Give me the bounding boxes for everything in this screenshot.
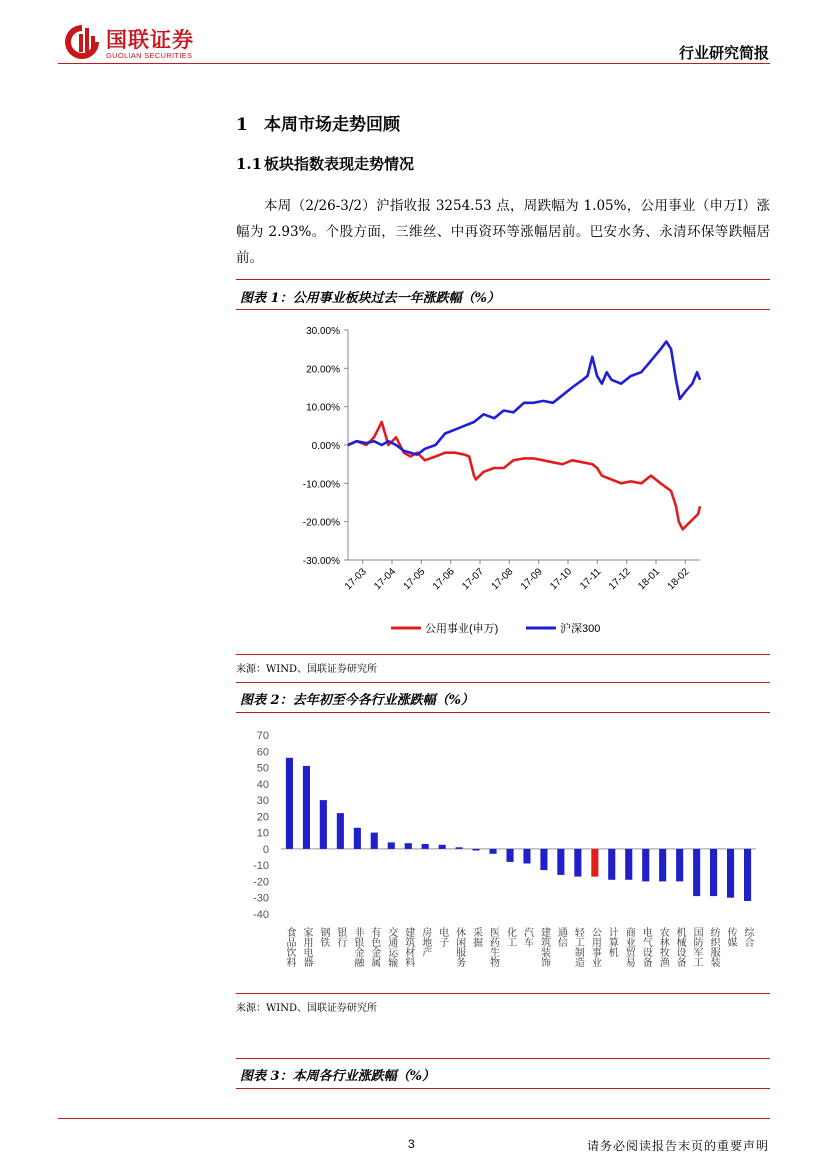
category-label: 医药生物 (487, 927, 499, 967)
bar (388, 842, 395, 849)
x-tick-label: 17-04 (372, 566, 399, 593)
bar (286, 758, 293, 849)
y-tick-label: 20 (256, 811, 269, 824)
category-label: 有色金属 (368, 927, 380, 967)
bar (659, 849, 666, 882)
y-tick-label: 30 (256, 795, 269, 808)
figure1-source: 来源：WIND、国联证券研究所 (236, 664, 377, 675)
section-number: 1 (236, 115, 248, 135)
category-label: 钢铁 (317, 927, 329, 947)
x-tick-label: 17-09 (518, 566, 545, 593)
chart-legend (391, 621, 600, 635)
y-tick-label: -30.00% (302, 556, 340, 567)
y-tick-label: -10.00% (302, 479, 340, 491)
x-tick-label: 17-11 (578, 566, 604, 592)
market-review-paragraph: 本周（2/26-3/2）沪指收报 3254.53 点，周跌幅为 1.05%，公用事业（申万Ⅰ）涨幅为 2.93%。个股方面，三维丝、中再资环等涨幅居前。巴安水务、永清环保等跌幅居前。 (236, 198, 770, 266)
figure2-top-rule (236, 682, 770, 683)
bar (320, 800, 327, 849)
subsection-title: 板块指数表现走势情况 (264, 155, 415, 173)
y-tick-label: -10 (253, 860, 269, 873)
figure3-title: 图表 3：本周各行业涨跌幅（%） (240, 1069, 435, 1084)
bar (608, 849, 615, 880)
category-label: 计算机 (606, 927, 618, 957)
y-tick-label: 10 (256, 827, 269, 840)
bar (303, 766, 310, 849)
bar (540, 849, 547, 870)
figure2-source: 来源：WIND、国联证券研究所 (236, 1003, 377, 1014)
y-tick-label: 60 (256, 746, 269, 759)
category-label: 家用电器 (300, 927, 312, 967)
bar (405, 843, 412, 849)
footer-disclaimer: 请务必阅读报告末页的重要声明 (586, 1139, 769, 1153)
y-tick-label: -20 (253, 876, 269, 889)
y-tick-label: -40 (253, 909, 269, 921)
category-label: 公用事业 (589, 927, 601, 967)
x-tick-label: 17-03 (342, 566, 369, 593)
x-tick-label: 17-06 (430, 566, 457, 593)
y-tick-label: 40 (256, 778, 269, 791)
bar (676, 849, 683, 882)
subsection-number: 1.1 (236, 155, 263, 173)
bar (693, 849, 700, 896)
category-label: 传媒 (725, 927, 737, 947)
bar (507, 849, 514, 862)
figure1-title-rule (236, 309, 770, 310)
y-tick-label: 0 (262, 843, 269, 856)
bar (490, 849, 497, 854)
section-title: 本周市场走势回顾 (264, 115, 400, 135)
x-tick-label: 17-12 (606, 566, 633, 593)
category-labels (284, 926, 754, 968)
bar (591, 849, 598, 877)
section-heading (236, 110, 400, 135)
x-tick-label: 17-10 (548, 566, 575, 593)
figure1-title: 图表 1：公用事业板块过去一年涨跌幅（%） (240, 291, 500, 306)
bar (625, 849, 632, 880)
bars (286, 758, 751, 901)
legend-label: 沪深300 (560, 623, 601, 635)
x-axis-ticks (343, 560, 692, 592)
x-tick-label: 17-07 (460, 566, 487, 593)
bar (727, 849, 734, 898)
category-label: 综合 (742, 927, 754, 947)
x-tick-label: 17-08 (489, 566, 516, 593)
y-axis-ticks (253, 730, 269, 921)
y-tick-label: 70 (256, 730, 269, 742)
x-tick-label: 18-02 (665, 566, 692, 593)
category-label: 化工 (504, 927, 516, 947)
category-label: 通信 (555, 927, 567, 947)
document-type: 行业研究简报 (678, 44, 769, 62)
figure2-title: 图表 2：去年初至今各行业涨跌幅（%） (240, 693, 474, 708)
legend-label: 公用事业(申万) (425, 623, 499, 635)
figure2-bottom-rule (236, 993, 770, 994)
bar (337, 813, 344, 849)
category-label: 休闲服务 (453, 927, 465, 967)
y-tick-label: 20.00% (306, 364, 340, 376)
bar (557, 849, 564, 875)
y-tick-label: 10.00% (306, 402, 340, 414)
csi300-series-line (348, 342, 700, 455)
bar (371, 833, 378, 849)
bar-chart (236, 718, 770, 990)
figure2-title-rule (236, 712, 770, 713)
category-label: 轻工制造 (572, 927, 584, 967)
category-label: 非银金融 (351, 927, 363, 967)
category-label: 采掘 (470, 927, 482, 947)
logo-name: 国联证券 (106, 28, 194, 52)
bar (574, 849, 581, 877)
header-divider (58, 63, 770, 64)
bar (642, 849, 649, 882)
category-label: 电气设备 (640, 927, 652, 967)
page-number: 3 (408, 1137, 415, 1151)
figure3-top-rule (236, 1058, 770, 1059)
y-tick-label: 50 (256, 762, 269, 775)
y-tick-label: 0.00% (311, 441, 340, 452)
bar (456, 847, 463, 849)
category-label: 农林牧渔 (657, 927, 669, 967)
category-label: 国防军工 (691, 927, 703, 967)
bar (473, 849, 480, 851)
category-label: 建筑装饰 (538, 927, 550, 967)
bar (439, 845, 446, 849)
category-label: 建筑材料 (402, 927, 414, 967)
bar (710, 849, 717, 896)
bar (354, 828, 361, 849)
utilities-series-line (348, 422, 700, 529)
logo-emblem-icon (62, 22, 102, 62)
category-label: 房地产 (419, 927, 431, 957)
y-axis-ticks (303, 326, 348, 567)
x-tick-label: 17-05 (401, 566, 428, 593)
bar (523, 849, 530, 864)
footer-divider (58, 1118, 770, 1119)
category-label: 食品饮料 (283, 927, 295, 967)
category-label: 交通运输 (385, 927, 397, 967)
category-label: 银行 (334, 927, 346, 947)
subsection-heading (236, 153, 414, 174)
figure1-bottom-rule (236, 654, 770, 655)
category-label: 纺织服装 (708, 927, 720, 967)
figure3-title-rule (236, 1088, 770, 1089)
category-label: 汽车 (521, 927, 533, 947)
chart-series (348, 342, 700, 530)
category-label: 机械设备 (674, 927, 686, 967)
line-chart (236, 312, 770, 652)
category-label: 电子 (436, 927, 448, 947)
category-label: 商业贸易 (623, 927, 635, 967)
figure1-top-rule (236, 279, 770, 280)
y-tick-label: -30 (253, 892, 269, 905)
bar (744, 849, 751, 901)
logo-subtitle: GUOLIAN SECURITIES (106, 51, 193, 60)
y-tick-label: 30.00% (306, 326, 340, 337)
y-tick-label: -20.00% (302, 517, 340, 529)
x-tick-label: 18-01 (636, 566, 663, 593)
company-logo (62, 22, 212, 62)
bar (422, 844, 429, 849)
